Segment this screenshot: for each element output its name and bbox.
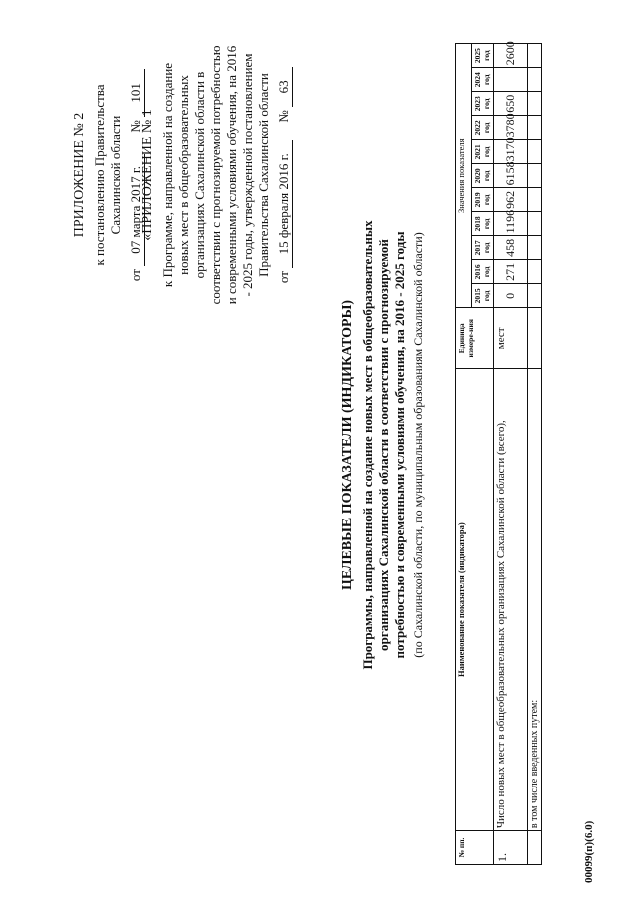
- heading-subtitle: (по Сахалинской области, по муниципальным образованиям Сахалинской области): [411, 232, 425, 658]
- appendix-line-1: к постановлению Правительства: [92, 84, 107, 266]
- year-header: 2025 год: [472, 44, 494, 68]
- appendix-block: [72, 45, 145, 305]
- table-row: [528, 44, 542, 865]
- table-header-row: [456, 44, 472, 865]
- year-header: 2020 год: [472, 164, 494, 188]
- row-value: 1196: [494, 212, 528, 236]
- year-header: 2017 год: [472, 236, 494, 260]
- row-value: 3170: [494, 140, 528, 164]
- program-line-6: - 2025 годы, утвержденной постановлением: [240, 53, 255, 297]
- heading-line-2: организациях Сахалинской области в соответствии с прогнозируемой: [376, 239, 391, 651]
- row-name: Число новых мест в общеобразовательных организациях Сахалинской области (всего),: [494, 369, 528, 831]
- appendix-number-sign: №: [128, 120, 143, 133]
- row-unit: мест: [494, 308, 528, 369]
- year-header: 2015 год: [472, 284, 494, 308]
- row-value: 271: [494, 260, 528, 284]
- program-date-prefix: от: [276, 271, 291, 284]
- year-header: 2016 год: [472, 260, 494, 284]
- year-header: 2023 год: [472, 92, 494, 116]
- row-name: в том числе введенных путем:: [528, 369, 542, 831]
- program-line-1: к Программе, направленной на создание: [160, 62, 175, 288]
- col-unit-header: Единица измере-ния: [456, 308, 494, 369]
- row-value: 458: [494, 236, 528, 260]
- program-line-2: новых мест в общеобразовательных: [176, 75, 191, 275]
- program-line-5: и современными условиями обучения, на 2016: [224, 45, 239, 305]
- year-header: 2022 год: [472, 116, 494, 140]
- row-value: 6158: [494, 164, 528, 188]
- row-value: [494, 68, 528, 92]
- appendix-number: 101: [128, 69, 145, 117]
- indicators-heading: [340, 135, 426, 755]
- document-code: 00099(п)(6.0): [583, 820, 595, 883]
- heading-line-1: Программы, направленной на создание новых мест в общеобразовательных: [360, 220, 375, 670]
- row-value: 650: [494, 92, 528, 116]
- table-row: [494, 44, 528, 865]
- program-date-line: [276, 25, 293, 325]
- col-values-header: Значения показателя: [456, 44, 472, 308]
- row-value: 3780: [494, 116, 528, 140]
- year-header: 2024 год: [472, 68, 494, 92]
- row-value: 962: [494, 188, 528, 212]
- program-line-3: организациях Сахалинской области в: [192, 71, 207, 279]
- program-block: [140, 25, 293, 325]
- appendix-date-prefix: от: [128, 269, 143, 282]
- indicators-table: [455, 43, 542, 865]
- year-header: 2019 год: [472, 188, 494, 212]
- row-value: 0: [494, 284, 528, 308]
- program-number: 63: [276, 67, 293, 107]
- heading-line-3: потребностью и современными условиями обучения, на 2016 - 2025 годы: [392, 231, 407, 659]
- program-number-sign: №: [276, 110, 291, 123]
- year-header: 2018 год: [472, 212, 494, 236]
- appendix-line-2: Сахалинской области: [108, 115, 123, 235]
- appendix-title: ПРИЛОЖЕНИЕ № 2: [72, 112, 87, 238]
- col-name-header: Наименование показателя (индикатора): [456, 369, 494, 831]
- row-value: 2600: [494, 44, 528, 68]
- col-number-header: № пп.: [456, 831, 494, 865]
- year-header: 2021 год: [472, 140, 494, 164]
- row-number: 1.: [494, 831, 528, 865]
- program-title: «ПРИЛОЖЕНИЕ № 1: [140, 109, 155, 241]
- program-line-7: Правительства Сахалинской области: [256, 73, 271, 277]
- program-line-4: соответствии с прогнозируемой потребностью: [208, 45, 223, 305]
- program-date: 15 февраля 2016 г.: [276, 140, 293, 268]
- appendix-date: 07 марта 2017 г.: [128, 154, 145, 266]
- heading-title: ЦЕЛЕВЫЕ ПОКАЗАТЕЛИ (ИНДИКАТОРЫ): [340, 300, 355, 591]
